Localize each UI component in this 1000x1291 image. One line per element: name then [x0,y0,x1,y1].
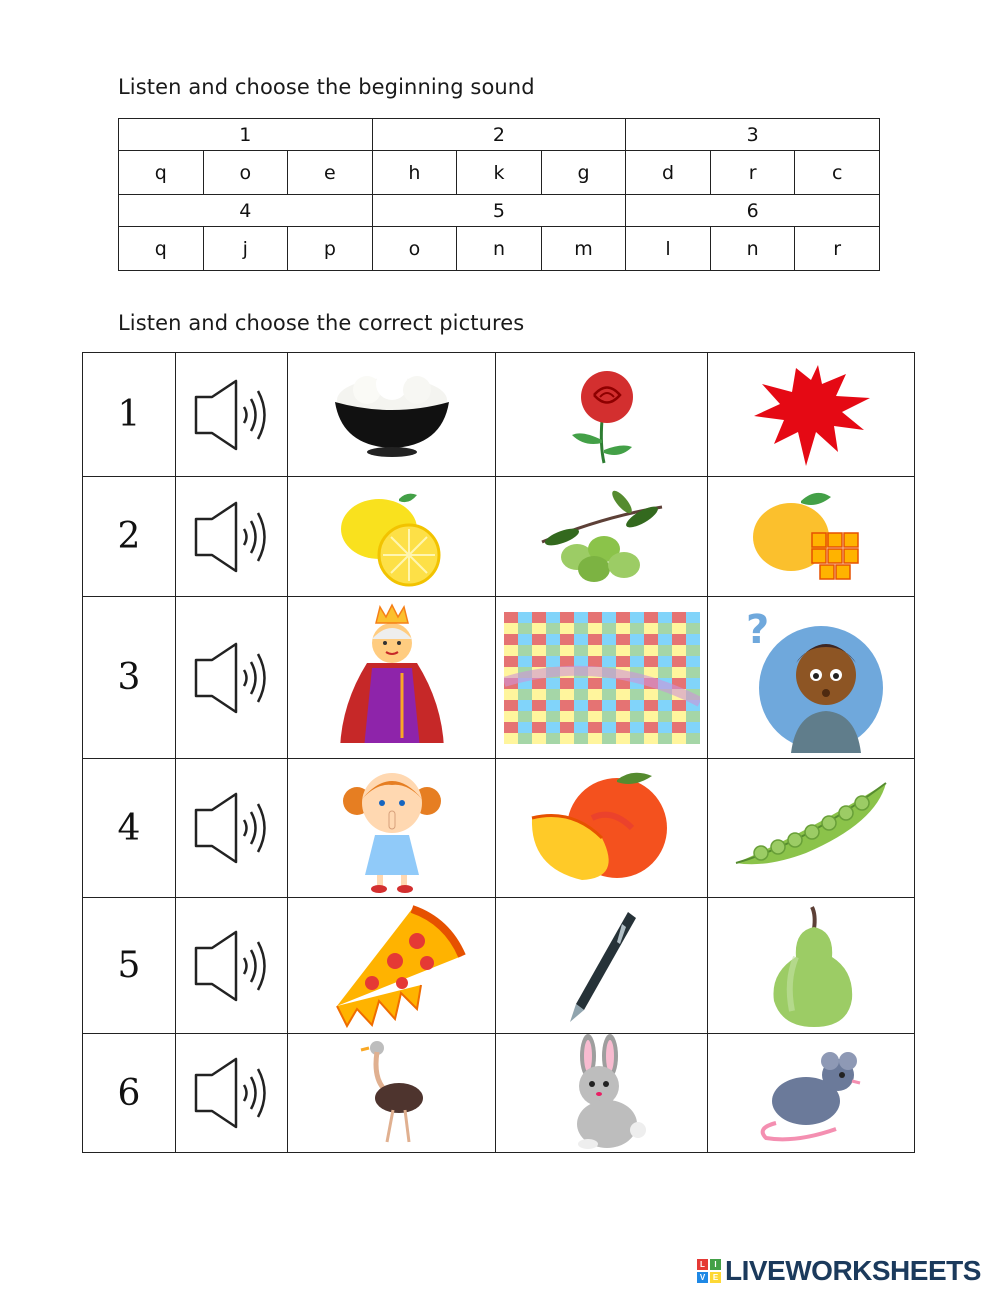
letter-option[interactable]: r [795,227,880,271]
letter-option[interactable]: q [119,227,204,271]
group-number: 1 [119,119,373,151]
speaker-button[interactable] [176,597,288,759]
picture-row [83,759,915,898]
picture-option[interactable] [496,597,708,759]
row-number: 1 [83,353,176,477]
instruction-correct-pictures: Listen and choose the correct pictures [118,311,525,335]
rice-bowl-icon [327,370,457,460]
group-number: 4 [119,195,373,227]
speaker-button[interactable] [176,1034,288,1153]
speaker-sound-icon [192,640,272,716]
mango-icon [746,487,876,587]
rat-icon [756,1043,866,1143]
rose-icon [552,365,652,465]
row-number: 4 [83,759,176,898]
speaker-sound-icon [192,790,272,866]
group-number: 6 [626,195,880,227]
svg-text:?: ? [746,606,770,653]
picture-row [83,353,915,477]
picture-option[interactable] [288,353,496,477]
instruction-beginning-sound: Listen and choose the beginning sound [118,75,535,99]
letter-option[interactable]: j [203,227,288,271]
picture-choice-table [82,352,915,1153]
letter-option[interactable]: k [457,151,542,195]
letter-option[interactable]: q [119,151,204,195]
letter-option[interactable]: d [626,151,711,195]
letter-option[interactable]: l [626,227,711,271]
rabbit-icon [552,1034,652,1152]
letter-option[interactable]: p [288,227,373,271]
picture-option[interactable] [496,1034,708,1153]
row-number: 5 [83,898,176,1034]
speaker-button[interactable] [176,477,288,597]
group-number: 3 [626,119,880,151]
letter-option[interactable]: n [457,227,542,271]
picture-row [83,477,915,597]
speaker-sound-icon [192,499,272,575]
group-number: 5 [372,195,626,227]
confused-boy-icon [736,603,886,753]
picture-option[interactable] [708,477,915,597]
speaker-sound-icon [192,1055,272,1131]
picture-option[interactable] [496,477,708,597]
row-number: 6 [83,1034,176,1153]
row-number: 2 [83,477,176,597]
letter-option[interactable]: c [795,151,880,195]
beginning-sound-table [118,118,880,271]
speaker-button[interactable] [176,759,288,898]
liveworksheets-logo [697,1256,981,1286]
quilt-icon [504,612,700,744]
lemon-icon [337,487,447,587]
pear-icon [756,901,866,1031]
brand-name: LIVEWORKSHEETS [725,1255,981,1286]
letter-option[interactable]: m [541,227,626,271]
letter-option[interactable]: o [203,151,288,195]
pizza-icon [317,901,467,1031]
picture-row [83,898,915,1034]
speaker-button[interactable] [176,898,288,1034]
ostrich-icon [357,1038,427,1148]
speaker-sound-icon [192,928,272,1004]
picture-option[interactable] [496,898,708,1034]
pen-icon [562,906,642,1026]
picture-option[interactable] [708,898,915,1034]
speaker-button[interactable] [176,353,288,477]
row-number: 3 [83,597,176,759]
peas-icon [726,773,896,883]
picture-option[interactable] [288,898,496,1034]
red-paint-splash-icon [746,360,876,470]
group-number: 2 [372,119,626,151]
letter-option[interactable]: g [541,151,626,195]
logo-cube-icon: L I V E [697,1259,721,1283]
letter-option[interactable]: r [710,151,795,195]
letter-option[interactable]: n [710,227,795,271]
quiet-girl-icon [337,763,447,893]
picture-option[interactable] [708,759,915,898]
speaker-sound-icon [192,377,272,453]
picture-option[interactable] [288,1034,496,1153]
letter-option[interactable]: e [288,151,373,195]
peach-icon [522,768,682,888]
picture-option[interactable] [288,597,496,759]
picture-option[interactable] [708,1034,915,1153]
picture-row [83,1034,915,1153]
picture-option[interactable] [708,353,915,477]
queen-icon [332,603,452,753]
picture-option[interactable] [496,353,708,477]
letter-option[interactable]: o [372,227,457,271]
picture-option[interactable] [496,759,708,898]
picture-row [83,597,915,759]
picture-option[interactable] [288,759,496,898]
olives-icon [532,487,672,587]
letter-option[interactable]: h [372,151,457,195]
picture-option[interactable] [288,477,496,597]
picture-option[interactable] [708,597,915,759]
